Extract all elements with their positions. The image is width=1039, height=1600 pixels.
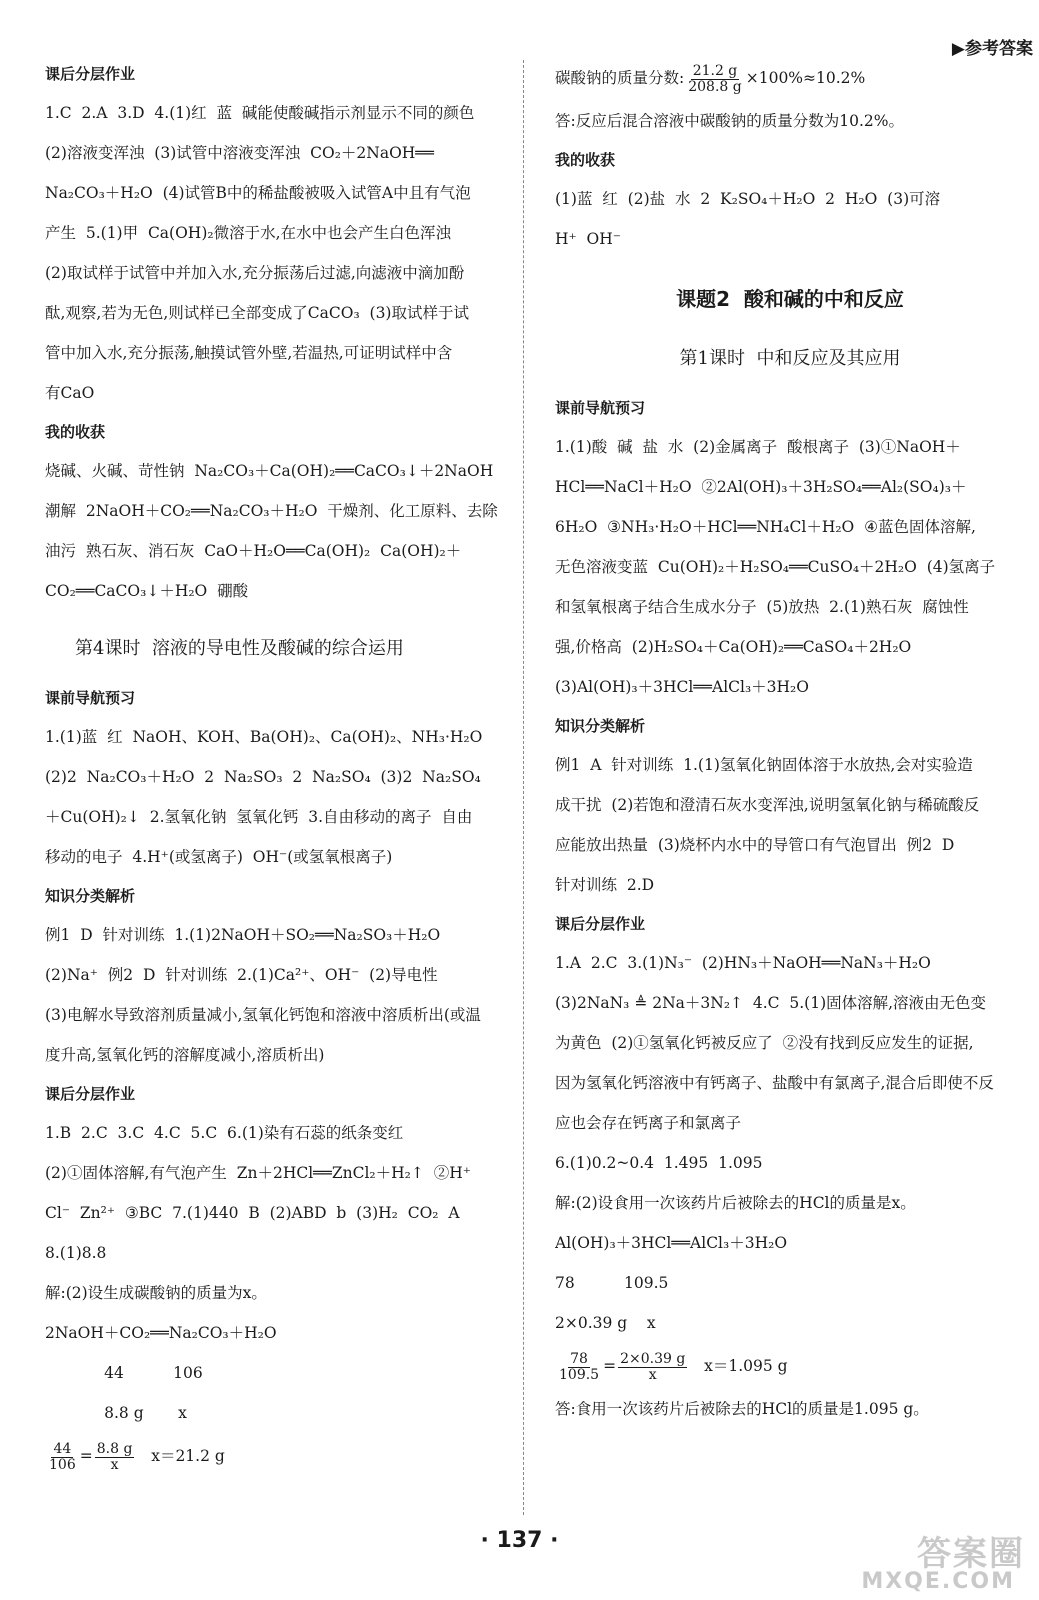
text-line: (2)2 Na₂CO₃＋H₂O 2 Na₂SO₃ 2 Na₂SO₄ (3)2 Na₂SO₄ (45, 768, 481, 786)
mass-fraction-result: ×100%≈10.2% (745, 69, 866, 87)
text-line: 为黄色 (2)①氢氧化钙被反应了 ②没有找到反应发生的证据, (555, 1034, 974, 1052)
text-line: 烧碱、火碱、苛性钠 Na₂CO₃＋Ca(OH)₂══CaCO₃↓＋2NaOH (45, 462, 494, 480)
equals-sign: = (603, 1357, 617, 1375)
text-line: 2NaOH＋CO₂══Na₂CO₃＋H₂O (45, 1324, 277, 1342)
left-column (45, 55, 515, 1479)
watermark-text: 答案圈 (917, 1534, 1025, 1574)
lesson-title: 课题2 酸和碱的中和反应 (676, 287, 904, 311)
text-line: 因为氢氧化钙溶液中有钙离子、盐酸中有氯离子,混合后即使不反 (555, 1074, 994, 1092)
fraction-denominator: x (648, 1366, 657, 1383)
fraction-numerator: 2×0.39 g (620, 1350, 686, 1367)
text-line: 强,价格高 (2)H₂SO₄＋Ca(OH)₂══CaSO₄＋2H₂O (555, 638, 912, 656)
header-title: 参考答案 (965, 39, 1033, 59)
text-line: 2×0.39 g x (555, 1314, 656, 1332)
fraction-denominator: x (110, 1456, 119, 1473)
text-line: 应能放出热量 (3)烧杯内水中的导管口有气泡冒出 例2 D (555, 836, 955, 854)
text-line: 1.A 2.C 3.(1)N₃⁻ (2)HN₃＋NaOH══NaN₃＋H₂O (555, 954, 931, 972)
fraction-denominator: 109.5 (559, 1366, 600, 1383)
watermark-site: MXQE.COM (861, 1569, 1015, 1594)
text-line: 管中加入水,充分振荡,触摸试管外壁,若温热,可证明试样中含 (45, 344, 453, 362)
text-line: 8.8 g x (45, 1404, 187, 1422)
text-line: (2)溶液变浑浊 (3)试管中溶液变浑浊 CO₂＋2NaOH══ (45, 144, 434, 162)
text-line: CO₂══CaCO₃↓＋H₂O 硼酸 (45, 582, 249, 600)
text-line: 1.C 2.A 3.D 4.(1)红 蓝 碱能使酸碱指示剂显示不同的颜色 (45, 104, 475, 122)
text-line: H⁺ OH⁻ (555, 230, 621, 248)
right-column (555, 55, 1025, 1429)
text-line: 针对训练 2.D (555, 876, 655, 894)
text-line: 度升高,氢氧化钙的溶解度减小,溶质析出) (45, 1046, 325, 1064)
text-line: HCl══NaCl＋H₂O ②2Al(OH)₃＋3H₂SO₄══Al₂(SO₄)₃＋ (555, 478, 967, 496)
text-line: 解:(2)设食用一次该药片后被除去的HCl的质量是x。 (555, 1194, 916, 1212)
fraction (686, 64, 744, 94)
right-fraction-line (555, 1343, 1025, 1389)
text-line: 成干扰 (2)若饱和澄清石灰水变浑浊,说明氢氧化钠与稀硫酸反 (555, 796, 980, 814)
text-line: 无色溶液变蓝 Cu(OH)₂＋H₂SO₄══CuSO₄＋2H₂O (4)氢离子 (555, 558, 996, 576)
equals-sign: = (79, 1447, 93, 1465)
text-line: 6H₂O ③NH₃·H₂O＋HCl══NH₄Cl＋H₂O ④蓝色固体溶解, (555, 518, 976, 536)
text-line: Al(OH)₃＋3HCl══AlCl₃＋3H₂O (555, 1234, 788, 1252)
text-line: 1.B 2.C 3.C 4.C 5.C 6.(1)染有石蕊的纸条变红 (45, 1124, 404, 1142)
fraction-numerator: 8.8 g (96, 1440, 133, 1457)
section-heading: 知识分类解析 (555, 717, 646, 735)
mass-fraction-label: 碳酸钠的质量分数: (555, 69, 685, 87)
fraction-numerator: 78 (570, 1350, 588, 1367)
text-line: (3)电解水导致溶剂质量减小,氢氧化钙饱和溶液中溶质析出(或温 (45, 1006, 481, 1024)
fraction-denominator: 106 (49, 1456, 76, 1473)
right-top-fraction-line (555, 55, 1025, 101)
fraction (95, 1442, 135, 1472)
text-line: 潮解 2NaOH＋CO₂══Na₂CO₃＋H₂O 干燥剂、化工原料、去除 (45, 502, 498, 520)
text-line: 44 106 (45, 1364, 203, 1382)
left-fraction-line (45, 1433, 515, 1479)
section-heading: 我的收获 (555, 151, 616, 169)
text-line: (2)取试样于试管中并加入水,充分振荡后过滤,向滤液中滴加酚 (45, 264, 465, 282)
section-heading: 课前导航预习 (45, 689, 136, 707)
text-line: 产生 5.(1)甲 Ca(OH)₂微溶于水,在水中也会产生白色浑浊 (45, 224, 452, 242)
text-line: 有CaO (45, 384, 95, 402)
fraction-numerator: 44 (53, 1440, 72, 1457)
fraction (47, 1442, 78, 1472)
text-line: 例1 A 针对训练 1.(1)氢氧化钠固体溶于水放热,会对实验造 (555, 756, 973, 774)
text-line: 解:(2)设生成碳酸钠的质量为x。 (45, 1284, 267, 1302)
text-line: (3)Al(OH)₃＋3HCl══AlCl₃＋3H₂O (555, 678, 809, 696)
fraction-denominator: 208.8 g (688, 78, 742, 95)
page-number: · 137 · (480, 1528, 559, 1553)
text-line: (3)2NaN₃ ≜ 2Na＋3N₂↑ 4.C 5.(1)固体溶解,溶液由无色变 (555, 994, 987, 1012)
header-marker-icon: ▶ (951, 39, 965, 59)
section-heading: 课后分层作业 (45, 1085, 136, 1103)
text-line: 8.(1)8.8 (45, 1244, 107, 1262)
section-heading: 我的收获 (45, 423, 106, 441)
text-line: 酞,观察,若为无色,则试样已全部变成了CaCO₃ (3)取试样于试 (45, 304, 469, 322)
text-line: 移动的电子 4.H⁺(或氢离子) OH⁻(或氢氧根离子) (45, 848, 393, 866)
section-heading: 课后分层作业 (45, 65, 136, 83)
text-line: 1.(1)蓝 红 NaOH、KOH、Ba(OH)₂、Ca(OH)₂、NH₃·H₂O (45, 728, 483, 746)
text-line: (1)蓝 红 (2)盐 水 2 K₂SO₄＋H₂O 2 H₂O (3)可溶 (555, 190, 941, 208)
lesson-subtitle: 第1课时 中和反应及其应用 (679, 348, 901, 369)
text-line: (2)①固体溶解,有气泡产生 Zn＋2HCl══ZnCl₂＋H₂↑ ②H⁺ (45, 1164, 471, 1182)
text-line: 应也会存在钙离子和氯离子 (555, 1114, 742, 1132)
left-blocks (45, 55, 515, 1433)
text-line: Na₂CO₃＋H₂O (4)试管B中的稀盐酸被吸入试管A中且有气泡 (45, 184, 471, 202)
section-heading: 课前导航预习 (555, 399, 646, 417)
text-line: 78 109.5 (555, 1274, 669, 1292)
text-line: ＋Cu(OH)₂↓ 2.氢氧化钠 氢氧化钙 3.自由移动的离子 自由 (45, 808, 473, 826)
text-line: (2)Na⁺ 例2 D 针对训练 2.(1)Ca²⁺、OH⁻ (2)导电性 (45, 966, 438, 984)
fraction (618, 1352, 687, 1382)
text-line: Cl⁻ Zn²⁺ ③BC 7.(1)440 B (2)ABD b (3)H₂ CO₂ A (45, 1204, 460, 1222)
section-heading: 课后分层作业 (555, 915, 646, 933)
answer-line: 答:食用一次该药片后被除去的HCl的质量是1.095 g。 (555, 1400, 929, 1418)
fraction-result: x＝1.095 g (704, 1357, 788, 1375)
text-line: 和氢氧根离子结合生成水分子 (5)放热 2.(1)熟石灰 腐蚀性 (555, 598, 969, 616)
text-line: 答:反应后混合溶液中碳酸钠的质量分数为10.2%。 (555, 112, 904, 130)
text-line: 1.(1)酸 碱 盐 水 (2)金属离子 酸根离子 (3)①NaOH＋ (555, 438, 961, 456)
section-heading: 知识分类解析 (45, 887, 136, 905)
fraction (557, 1352, 601, 1382)
text-line: 油污 熟石灰、消石灰 CaO＋H₂O══Ca(OH)₂ Ca(OH)₂＋ (45, 542, 462, 560)
lesson-subtitle: 第4课时 溶液的导电性及酸碱的综合运用 (75, 638, 404, 659)
column-divider (523, 60, 524, 1515)
text-line: 例1 D 针对训练 1.(1)2NaOH＋SO₂══Na₂SO₃＋H₂O (45, 926, 441, 944)
watermark-logo (845, 1526, 1035, 1596)
text-line: 6.(1)0.2~0.4 1.495 1.095 (555, 1154, 763, 1172)
fraction-result: x＝21.2 g (151, 1447, 225, 1465)
right-blocks (555, 101, 1025, 1343)
fraction-numerator: 21.2 g (692, 62, 738, 79)
